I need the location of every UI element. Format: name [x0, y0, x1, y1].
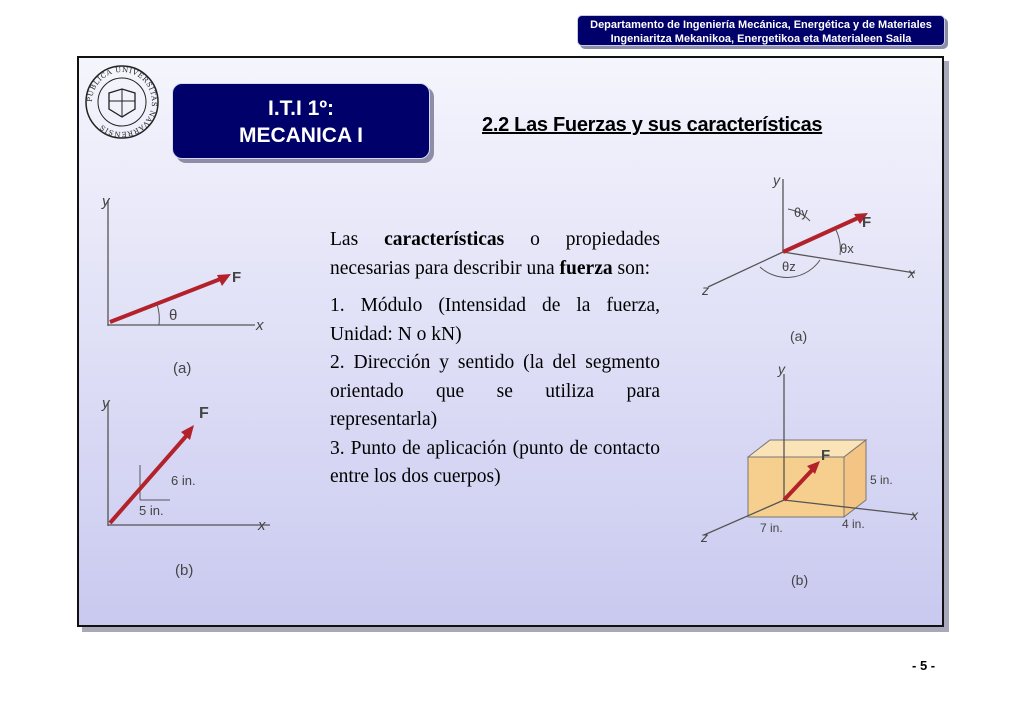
- svg-text:F: F: [821, 447, 831, 464]
- svg-text:θz: θz: [782, 259, 796, 274]
- svg-text:5 in.: 5 in.: [870, 473, 893, 487]
- svg-text:F: F: [862, 214, 872, 231]
- item-punto-aplicacion: 3. Punto de aplicación (punto de contacto entre los dos cuerpos): [330, 437, 660, 487]
- svg-text:θx: θx: [840, 241, 854, 256]
- force-diagram-2d-a: [95, 188, 285, 378]
- svg-text:PUBLICA UNIVERSITAS NAVARRENSI: PUBLICA UNIVERSITAS NAVARRENSIS: [85, 65, 159, 139]
- section-title: 2.2 Las Fuerzas y sus características: [482, 114, 823, 136]
- svg-text:(a): (a): [790, 328, 808, 344]
- item-direccion: 2. Dirección y sentido (la del segmento orientado que se utiliza para representarla): [330, 352, 660, 430]
- svg-text:y: y: [102, 395, 110, 412]
- department-banner: [577, 15, 945, 46]
- svg-text:z: z: [701, 529, 708, 545]
- svg-text:z: z: [702, 282, 709, 298]
- svg-text:4 in.: 4 in.: [842, 517, 865, 531]
- item-modulo: 1. Módulo (Intensidad de la fuerza, Unidad: N o kN): [330, 295, 660, 345]
- course-code: I.T.I 1º:: [267, 97, 334, 120]
- svg-text:F: F: [232, 269, 242, 286]
- svg-text:x: x: [911, 507, 918, 523]
- course-name: MECANICA I: [238, 124, 364, 147]
- svg-text:(b): (b): [175, 562, 194, 579]
- department-name-es: Departamento de Ingeniería Mecánica, Energética y de Materiales: [590, 19, 932, 31]
- course-badge: [172, 83, 430, 159]
- university-seal-logo: [83, 63, 161, 141]
- svg-text:y: y: [773, 172, 780, 188]
- page-number: - 5 -: [912, 658, 936, 673]
- force-diagram-3d-b: [690, 360, 930, 595]
- svg-text:7 in.: 7 in.: [760, 521, 783, 535]
- force-diagram-2d-b: [95, 392, 285, 582]
- intro-paragraph: Las características o propiedades necesarias para describir una fuerza son:: [330, 229, 661, 279]
- characteristics-text: [330, 226, 660, 492]
- department-name-eu: Ingeniaritza Mekanikoa, Energetikoa eta Materialeen Saila: [610, 33, 912, 45]
- svg-text:θ: θ: [169, 307, 178, 324]
- svg-text:y: y: [778, 361, 785, 377]
- svg-text:θy: θy: [794, 205, 808, 220]
- force-diagram-3d-a: [690, 165, 930, 350]
- svg-text:5 in.: 5 in.: [139, 503, 164, 518]
- svg-text:y: y: [102, 193, 110, 210]
- svg-text:x: x: [258, 517, 266, 534]
- svg-text:(b): (b): [791, 572, 809, 588]
- svg-text:F: F: [199, 405, 209, 422]
- svg-text:x: x: [256, 317, 264, 334]
- svg-text:6 in.: 6 in.: [171, 473, 196, 488]
- svg-text:(a): (a): [173, 360, 192, 377]
- svg-text:x: x: [908, 265, 915, 281]
